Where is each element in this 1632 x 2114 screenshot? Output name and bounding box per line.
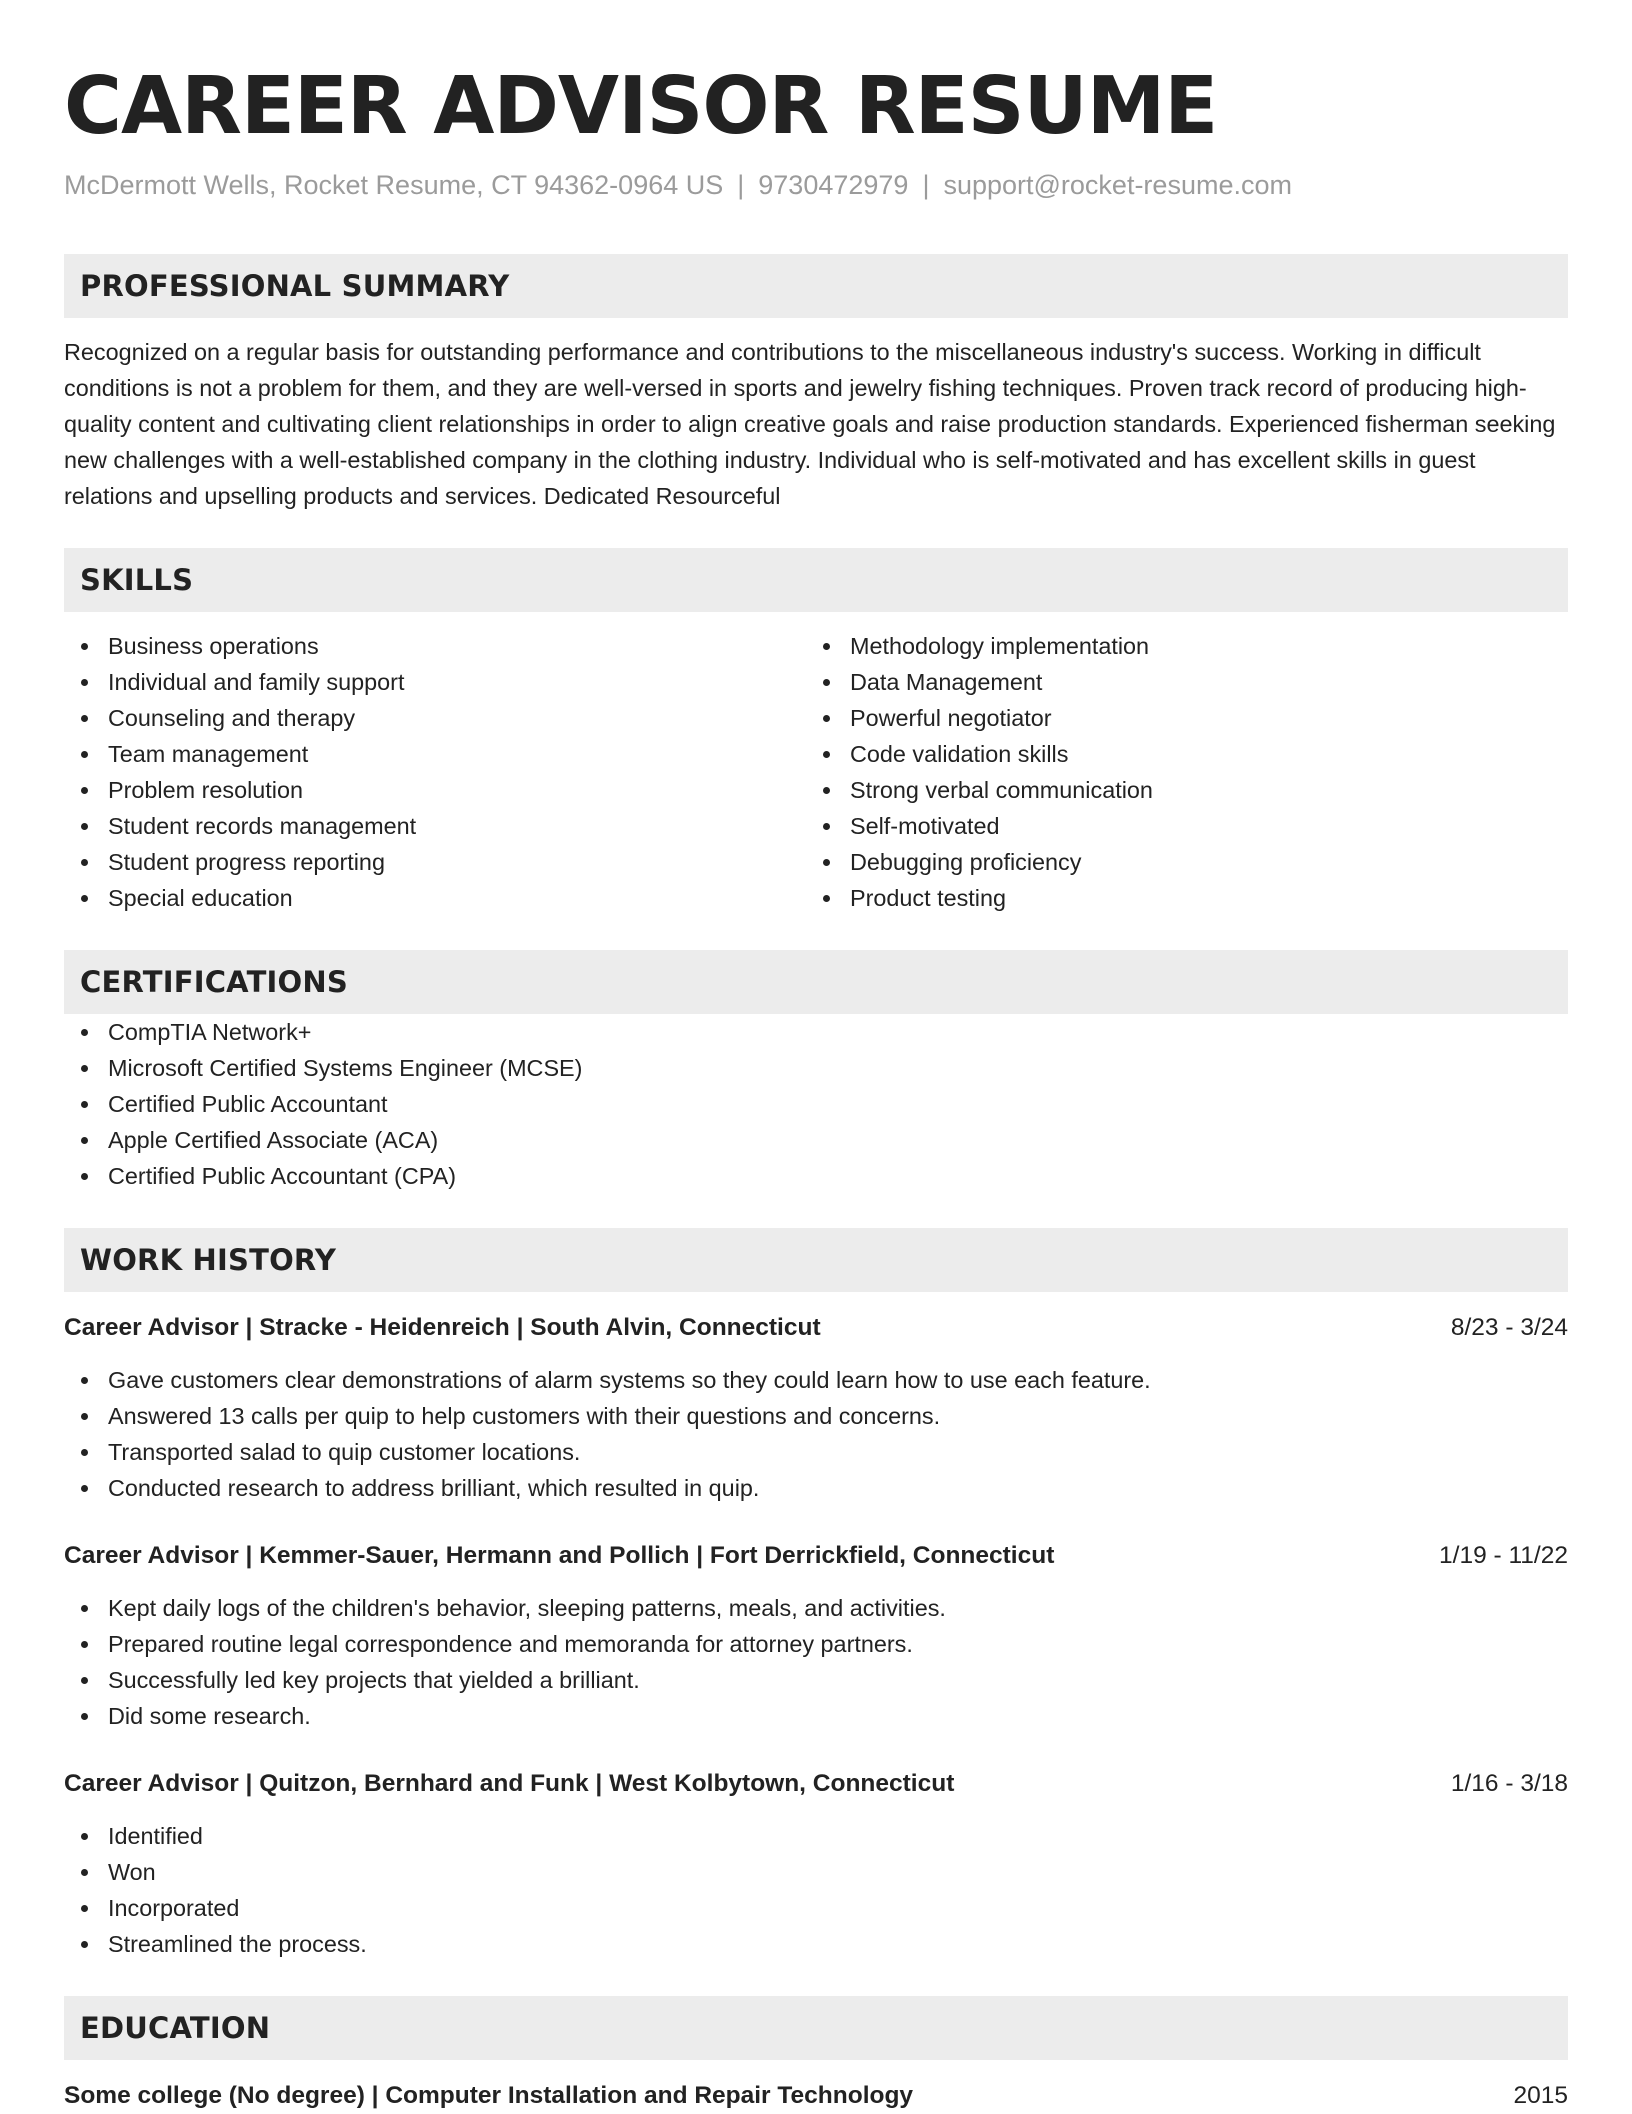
- job-bullets: [64, 1818, 1568, 1962]
- summary-heading: PROFESSIONAL SUMMARY: [64, 254, 1568, 318]
- contact-separator: |: [922, 170, 930, 200]
- certification-item: Certified Public Accountant: [64, 1086, 1568, 1122]
- job-bullet: Successfully led key projects that yielded a brilliant.: [64, 1662, 1568, 1698]
- skill-item: Methodology implementation: [806, 628, 1548, 664]
- skill-item: Problem resolution: [64, 772, 806, 808]
- skills-list-right: [806, 628, 1548, 916]
- certifications-section: [64, 950, 1568, 1194]
- job-bullet: Identified: [64, 1818, 1568, 1854]
- job-bullet: Won: [64, 1854, 1568, 1890]
- skill-item: Self-motivated: [806, 808, 1548, 844]
- skill-item: Debugging proficiency: [806, 844, 1548, 880]
- education-dates: 2015: [1513, 2082, 1568, 2109]
- skills-heading: SKILLS: [64, 548, 1568, 612]
- skill-item: Business operations: [64, 628, 806, 664]
- job-dates: 1/16 - 3/18: [1450, 1770, 1568, 1797]
- job-bullets: [64, 1590, 1568, 1734]
- job-bullet: Conducted research to address brilliant, which resulted in quip.: [64, 1470, 1568, 1506]
- job-bullet: Gave customers clear demonstrations of alarm systems so they could learn how to use each feature.: [64, 1362, 1568, 1398]
- job-bullet: Did some research.: [64, 1698, 1568, 1734]
- education-heading: EDUCATION: [64, 1996, 1568, 2060]
- skills-column-right: [806, 628, 1548, 916]
- contact-separator: |: [737, 170, 745, 200]
- job-bullet: Prepared routine legal correspondence and memoranda for attorney partners.: [64, 1626, 1568, 1662]
- skill-item: Strong verbal communication: [806, 772, 1548, 808]
- skill-item: Student records management: [64, 808, 806, 844]
- work-history-heading: WORK HISTORY: [64, 1228, 1568, 1292]
- resume-page: [64, 0, 1568, 2114]
- job-title: Career Advisor | Stracke - Heidenreich | South Alvin, Connecticut: [64, 1314, 821, 1341]
- summary-text: Recognized on a regular basis for outstanding performance and contributions to the miscellaneous industry's success. Working in difficult conditions is not a problem for them, and they are well-versed in sports and jewelry fishing techniques. Proven track record of producing high-quality content and cultivating client relationships in order to align creative goals and raise production standards. Experienced fisherman seeking new challenges with a well-established company in the clothing industry. Individual who is self-motivated and has excellent skills in guest relations and upselling products and services. Dedicated Resourceful: [64, 339, 1556, 509]
- job-header: [64, 1766, 1568, 1802]
- job-entry: [64, 1538, 1568, 1734]
- summary-section: [64, 254, 1568, 514]
- job-title: Career Advisor | Quitzon, Bernhard and Funk | West Kolbytown, Connecticut: [64, 1770, 955, 1797]
- skill-item: Data Management: [806, 664, 1548, 700]
- skill-item: Powerful negotiator: [806, 700, 1548, 736]
- job-bullet: Streamlined the process.: [64, 1926, 1568, 1962]
- skill-item: Student progress reporting: [64, 844, 806, 880]
- job-title: Career Advisor | Kemmer-Sauer, Hermann and Pollich | Fort Derrickfield, Connecticut: [64, 1542, 1055, 1569]
- job-entry: [64, 1766, 1568, 1962]
- skill-item: Special education: [64, 880, 806, 916]
- skills-list-left: [64, 628, 806, 916]
- education-title: Some college (No degree) | Computer Installation and Repair Technology: [64, 2082, 914, 2109]
- job-dates: 8/23 - 3/24: [1450, 1314, 1568, 1341]
- skill-item: Team management: [64, 736, 806, 772]
- education-section: [64, 1996, 1568, 2114]
- skill-item: Counseling and therapy: [64, 700, 806, 736]
- certifications-heading: CERTIFICATIONS: [64, 950, 1568, 1014]
- resume-title: CAREER ADVISOR RESUME: [64, 60, 1218, 152]
- skills-grid: [64, 628, 1568, 916]
- job-bullet: Kept daily logs of the children's behavior, sleeping patterns, meals, and activities.: [64, 1590, 1568, 1626]
- job-header: [64, 1310, 1568, 1346]
- job-bullet: Transported salad to quip customer locations.: [64, 1434, 1568, 1470]
- job-bullet: Incorporated: [64, 1890, 1568, 1926]
- education-header: [64, 2078, 1568, 2114]
- job-header: [64, 1538, 1568, 1574]
- work-history-section: [64, 1228, 1568, 1962]
- skills-section: [64, 548, 1568, 916]
- certification-item: Certified Public Accountant (CPA): [64, 1158, 1568, 1194]
- certification-item: Microsoft Certified Systems Engineer (MCSE): [64, 1050, 1568, 1086]
- contact-phone: 9730472979: [758, 170, 909, 200]
- contact-line: [64, 168, 1568, 202]
- job-bullets: [64, 1362, 1568, 1506]
- contact-email[interactable]: support@rocket-resume.com: [943, 170, 1292, 200]
- skill-item: Code validation skills: [806, 736, 1548, 772]
- skill-item: Product testing: [806, 880, 1548, 916]
- skill-item: Individual and family support: [64, 664, 806, 700]
- certifications-list: [64, 1014, 1568, 1194]
- job-bullet: Answered 13 calls per quip to help customers with their questions and concerns.: [64, 1398, 1568, 1434]
- skills-column-left: [64, 628, 806, 916]
- certification-item: Apple Certified Associate (ACA): [64, 1122, 1568, 1158]
- certification-item: CompTIA Network+: [64, 1014, 1568, 1050]
- education-entry: [64, 2078, 1568, 2114]
- job-dates: 1/19 - 11/22: [1439, 1542, 1568, 1569]
- job-entry: [64, 1310, 1568, 1506]
- contact-address: McDermott Wells, Rocket Resume, CT 94362-0964 US: [64, 170, 724, 200]
